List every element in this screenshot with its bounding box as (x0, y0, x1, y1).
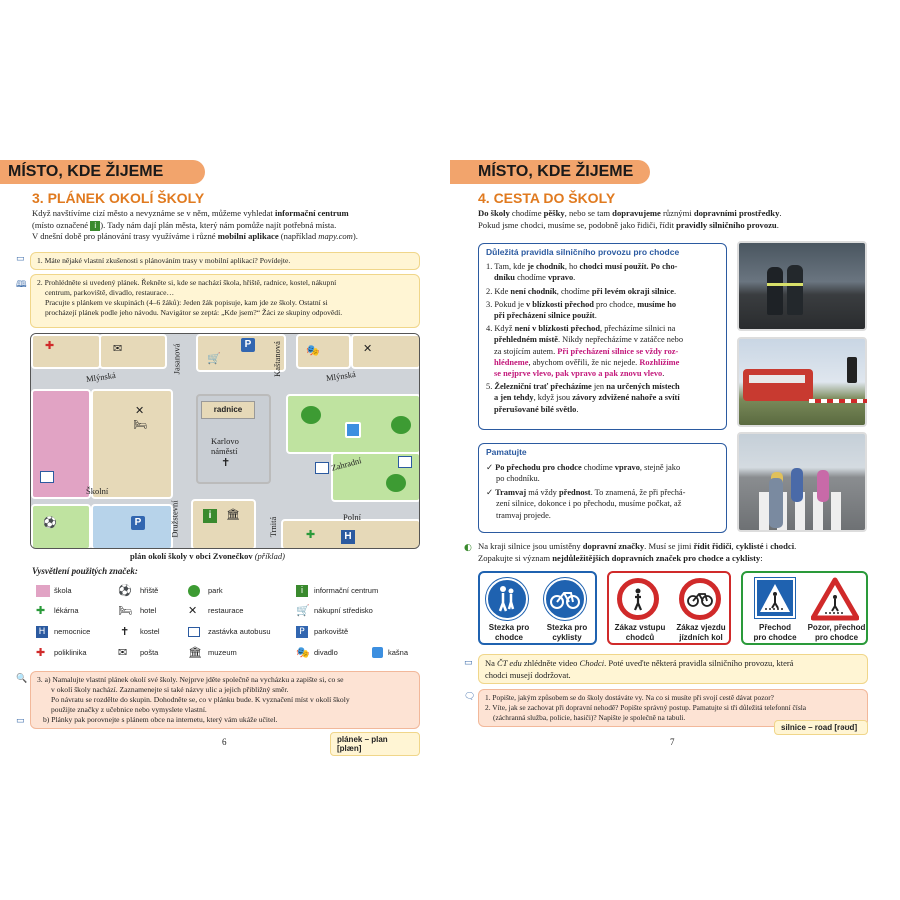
left-banner: MÍSTO, KDE ŽIJEME (0, 160, 205, 184)
street-druzstevni: Družstevní (169, 500, 180, 538)
info-icon: i (203, 509, 217, 523)
sign-group-paths (478, 571, 597, 645)
post-icon: ✉ (113, 342, 123, 355)
park-tree-icon (301, 406, 321, 424)
legend-title: Vysvětlení použitých značek: (32, 566, 138, 576)
page-number-left: 6 (222, 737, 227, 747)
map-block-hotel (91, 389, 173, 499)
restaurant-icon: ✕ (363, 342, 373, 355)
street-kastanova: Kaštanová (271, 341, 282, 377)
park-icon (188, 585, 200, 597)
square-name-2: náměstí (211, 446, 238, 456)
restaurant-icon: ✕ (135, 404, 145, 417)
child-figure (817, 470, 829, 502)
sign-label: Přechod pro chodce (753, 623, 797, 642)
no-pedestrians-sign-icon (617, 578, 659, 620)
shopping-icon: 🛒 (296, 604, 310, 617)
church-icon: ✝ (221, 456, 231, 469)
street-mlynska-west: Mlýnská (85, 369, 117, 385)
sign-group-crossings (741, 571, 868, 645)
museum-icon: 🏛 (226, 508, 240, 521)
shopping-icon: 🛒 (207, 352, 221, 365)
hotel-icon: 🛏 (133, 418, 147, 431)
left-heading: 3. PLÁNEK OKOLÍ ŠKOLY (32, 190, 205, 206)
train-window (749, 375, 805, 383)
page-number-right: 7 (670, 737, 675, 747)
photo-children-crossing (737, 432, 867, 532)
pedestrian-crossing-sign-icon (755, 578, 795, 618)
video-task: Na ČT edu zhlédněte video Chodci. Poté uveďte některá pravidla silničního provozu, která chodci musejí dodržovat. (478, 654, 868, 684)
remember-box: Pamatujte ✓ Po přechodu pro chodce chodíme vpravo, stejně jako po chodníku. ✓ Tramvaj má vždy přednost. To znamená, že při přechá- zení silnice, dokonce i po přechodu, musíme počkat, až tramvaj projede. (478, 443, 727, 533)
post-icon: ✉ (118, 646, 128, 659)
school-icon (36, 585, 50, 597)
pedestrian-figure (787, 265, 803, 315)
town-map (30, 333, 420, 549)
sign-label: Zákaz vjezdu jízdních kol (676, 623, 726, 642)
townhall-label: radnice (201, 401, 255, 419)
fountain-icon (372, 647, 383, 658)
park-tree-icon (386, 474, 406, 492)
pharmacy-icon: ✚ (306, 528, 316, 541)
playground-icon: ⚽ (43, 516, 57, 529)
map-block-theatre (296, 334, 351, 369)
parking-icon: P (131, 516, 145, 530)
pedestrian-path-sign-icon (486, 578, 528, 620)
reflective-band (767, 283, 803, 286)
sign-label: Stezka pro cyklisty (546, 623, 588, 642)
fountain-icon (345, 422, 361, 438)
computer-icon: ▭ (464, 658, 473, 668)
vocab-right: silnice – road [rəʊd] (774, 720, 868, 735)
vocab-left: plánek – plan [plæn] (330, 732, 420, 756)
playground-icon: ⚽ (118, 584, 132, 597)
pedestrian-figure (767, 267, 783, 315)
info-icon: i (296, 585, 308, 597)
task-2: 2. Prohlédněte si uvedený plánek. Řekněte si, kde se nachází škola, hřiště, radnice, kostel, nákupní centrum, parkoviště, divadlo, restaurace… Pracujte s plánkem ve skupinách (4–6 žáků): Jeden žák popisuje, kam jde ze školy. Ostatní si procházejí plánek podle jeho návodu. Navigátor se zeptá: „Kde jsem?“ Žáci ze skupiny odpovědí. (30, 274, 420, 328)
sign-label: Stezka pro chodce (488, 623, 530, 642)
no-bicycles-sign-icon (679, 578, 721, 620)
child-figure (769, 478, 783, 528)
street-mlynska-east: Mlýnská (325, 368, 357, 384)
street-skolni: Školní (86, 486, 109, 496)
museum-icon: 🏛 (188, 646, 202, 659)
photo-railway-crossing (737, 337, 867, 427)
sign-label: Zákaz vstupu chodců (614, 623, 666, 642)
church-icon: ✝ (120, 625, 130, 638)
street-trnita: Trnitá (268, 516, 279, 538)
left-intro: Když navštívíme cizí město a nevyznáme se v něm, můžeme vyhledat informační centrum (místo označené i ). Tady nám dají plán města, který nám pomůže najít potřebná místa. V dnešní době pro plánování trasy využíváme i různé mobilní aplikace (například mapy.com). (32, 208, 358, 241)
cycle-path-sign-icon (544, 578, 586, 620)
map-caption: plán okolí školy v obci Zvonečkov (příklad) (130, 551, 285, 561)
theatre-icon: 🎭 (306, 344, 320, 357)
map-block-restaurant (351, 334, 420, 369)
barrier (809, 399, 867, 403)
bus-stop-icon (40, 471, 54, 483)
park-tree-icon (391, 416, 411, 434)
restaurant-icon: ✕ (188, 604, 198, 617)
task-3: 3. a) Namalujte vlastní plánek okolí své školy. Nejprve jděte společně na vycházku a zapište si, co se v okolí školy nachází. Zaznamenejte si také názvy ulic a jejich přibližný směr. Po návratu se rozdělte do skupin. Dohodněte se, co v plánku bude. K vyznačení míst v okolí školy použijte značky z učebnice nebo vymyslete vlastní. b) Plánky pak porovnejte s plánem obce na internetu, který vám ukáže učitel. (30, 671, 420, 729)
photo-pedestrians-reflective (737, 241, 867, 331)
computer-icon: ▭ (16, 716, 25, 726)
bus-stop-icon (398, 456, 412, 468)
sign-label: Pozor, přechod pro chodce (807, 623, 866, 642)
train (743, 369, 813, 401)
street-jasanova: Jasanová (171, 343, 182, 375)
child-figure (791, 468, 803, 502)
clinic-icon: ✚ (45, 339, 55, 352)
clinic-icon: ✚ (36, 646, 46, 659)
rules-box: Důležitá pravidla silničního provozu pro chodce 1. Tam, kde je chodník, ho chodci musí použít. Po cho- dníku chodíme vpravo. 2. Kde není chodník, chodíme při levém okraji silnice. 3. Pokud je v blízkosti přechod pro chodce, musíme ho při přecházení silnice použít. 4. Když není v blízkosti přechod, přecházíme silnici na přehledném místě. Nikdy nepřecházíme v zatáčce nebo za stojícím autem. Při přecházení silnice se vždy roz- hlédneme, abychom ověřili, že nic nejede. Rozhlížíme se nejprve vlevo, pak vpravo a pak znovu vlevo. 5. Železniční trať přecházíme jen na určených místech a jen tehdy, když jsou závory zdvižené nahoře a svítí přerušované bílé světlo. (478, 243, 727, 430)
map-block-post (99, 334, 167, 369)
parking-icon: P (296, 626, 308, 638)
questions-box: 1. Popište, jakým způsobem se do školy dostáváte vy. Na co si musíte při svojí cestě dávat pozor? 2. Víte, jak se zachovat při dopravní nehodě? Popište správný postup. Pamatujte si tři důležitá telefonní čísla (záchranná služba, policie, hasiči)? Napište je společně na tabuli. (478, 689, 868, 727)
magnifier-icon: 🔍 (16, 674, 28, 684)
right-intro: Do školy chodíme pěšky, nebo se tam dopravujeme různými dopravními prostředky. Pokud jsme chodci, musíme se, podobně jako řidiči, řídit pravidly silničního provozu. (478, 208, 782, 230)
sign-group-bans (607, 571, 731, 645)
road-sign-icon: ◐ (464, 543, 472, 553)
street-zahradni: Zahradní (330, 455, 363, 473)
bus-stop-icon (188, 627, 200, 637)
map-block-hospital (31, 334, 101, 369)
hospital-icon: H (36, 626, 48, 638)
square-name-1: Karlovo (211, 436, 239, 446)
task-1: 1. Máte nějaké vlastní zkušenosti s plánováním trasy v mobilní aplikaci? Povídejte. (30, 252, 420, 270)
speech-icon: 🗨 (464, 692, 476, 702)
rules-title: Důležitá pravidla silničního provozu pro chodce (486, 247, 680, 257)
signs-intro: Na kraji silnice jsou umístěny dopravní značky. Musí se jimi řídit řidiči, cyklisté i chodci. Zopakujte si význam nejdůležitějších dopravních značek pro chodce a cyklisty: (478, 541, 797, 563)
right-heading: 4. CESTA DO ŠKOLY (478, 190, 616, 206)
hospital-icon: H (341, 530, 355, 544)
crossing-light-icon (847, 357, 857, 383)
computer-icon: ▭ (16, 254, 25, 264)
pharmacy-icon: ✚ (36, 604, 46, 617)
parking-icon: P (241, 338, 255, 352)
info-icon: i (90, 221, 100, 231)
hotel-icon: 🛏 (118, 604, 132, 617)
map-block-playground (31, 504, 91, 549)
right-banner: MÍSTO, KDE ŽIJEME (450, 160, 650, 184)
remember-title: Pamatujte (486, 447, 527, 457)
theatre-icon: 🎭 (296, 646, 310, 659)
map-block-info (191, 499, 256, 549)
warning-crossing-sign-icon (811, 577, 859, 621)
bus-stop-icon (315, 462, 329, 474)
book-icon: 🕮 (16, 280, 27, 290)
street-polni: Polní (343, 512, 361, 522)
